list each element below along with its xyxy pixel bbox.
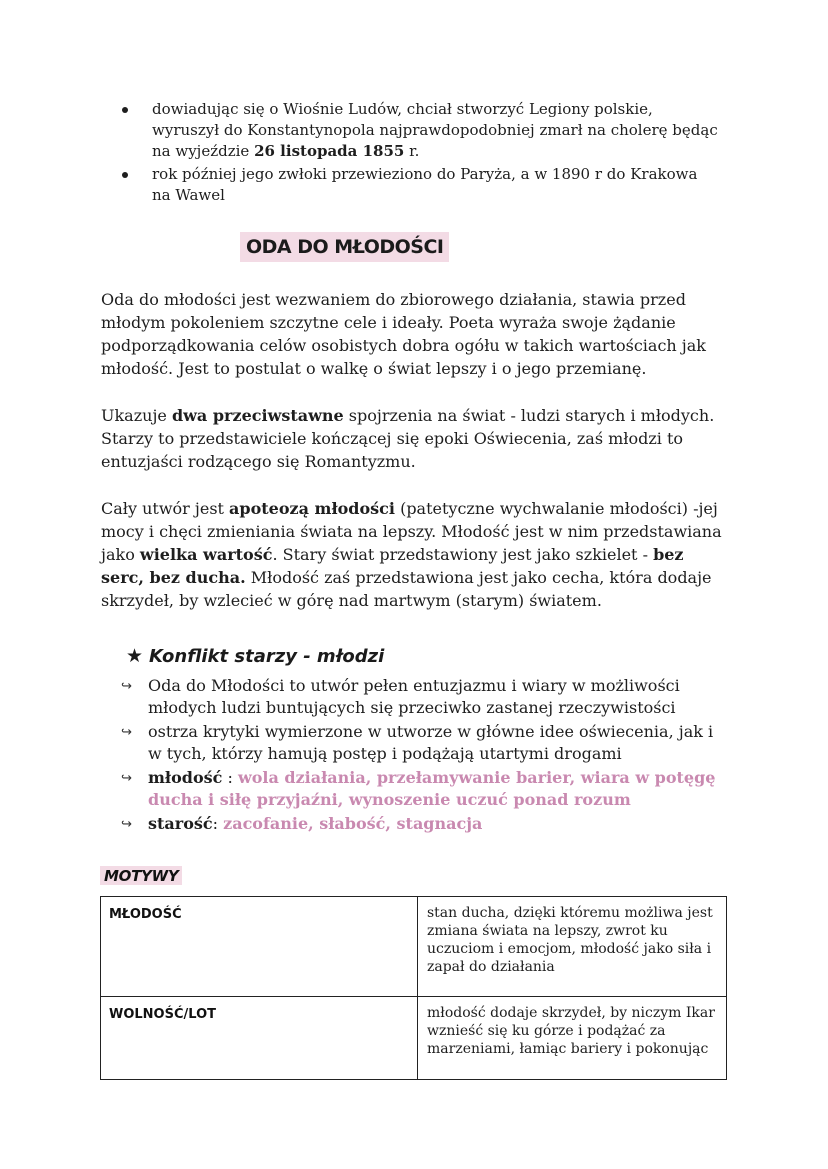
arrow-icon: ↪ bbox=[121, 679, 132, 694]
text: spojrzenia na świat - ludzi starych i młodych. Starzy to przedstawiciele kończącej się epoki Oświecenia, zaś młodzi to entuzjaści rodzącego się Romantyzmu. bbox=[101, 406, 715, 471]
title-highlight bbox=[240, 232, 449, 262]
biography-list bbox=[120, 99, 720, 208]
motywy-heading: MOTYWY bbox=[104, 867, 179, 885]
list-item bbox=[120, 164, 720, 206]
star-icon: ★ bbox=[126, 645, 144, 667]
bio-text: dowiadując się o Wiośnie Ludów, chciał stworzyć Legiony polskie, wyruszył do Konstantynopola najprawdopodobniej zmarł na cholerę będąc na wyjeździe bbox=[152, 100, 718, 160]
death-date: 26 listopada 1855 bbox=[254, 142, 405, 160]
motif-description: stan ducha, dzięki któremu możliwa jest zmiana świata na lepszy, zwrot ku uczuciom i emocjom, młodość jako siła i zapał do działania bbox=[418, 897, 727, 997]
motywy-table bbox=[100, 896, 727, 1080]
bold-text: apoteozą młodości bbox=[229, 499, 395, 518]
table-row bbox=[101, 997, 727, 1080]
starosc-traits: zacofanie, słabość, stagnacja bbox=[223, 814, 483, 833]
arrow-icon: ↪ bbox=[121, 817, 132, 832]
motywy-highlight bbox=[100, 866, 182, 885]
bullet-icon bbox=[122, 107, 128, 113]
konflikt-heading-text: Konflikt starzy - młodzi bbox=[149, 645, 385, 667]
text: Ukazuje bbox=[101, 406, 172, 425]
konflikt-list bbox=[121, 675, 731, 837]
separator: : bbox=[212, 814, 224, 833]
mlodosc-label: młodość bbox=[148, 768, 223, 787]
bullet-icon bbox=[122, 172, 128, 178]
motif-name: WOLNOŚĆ/LOT bbox=[101, 997, 418, 1080]
paragraph-apotheosis bbox=[101, 497, 731, 612]
mlodosc-traits: wola działania, przełamywanie barier, wiara w potęgę ducha i siłę przyjaźni, wynoszenie uczuć ponad rozum bbox=[148, 768, 716, 809]
konflikt-text: Oda do Młodości to utwór pełen entuzjazmu i wiary w możliwości młodych ludzi buntujących się przeciwko zastanej rzeczywistości bbox=[148, 676, 680, 717]
motif-description: młodość dodaje skrzydeł, by niczym Ikar wznieść się ku górze i podążać za marzeniami, łamiąc bariery i pokonując bbox=[418, 997, 727, 1080]
starosc-label: starość bbox=[148, 814, 213, 833]
text: . Stary świat przedstawiony jest jako szkielet - bbox=[272, 545, 654, 564]
bio-text: rok później jego zwłoki przewieziono do Paryża, a w 1890 r do Krakowa na Wawel bbox=[152, 165, 698, 204]
text: Cały utwór jest bbox=[101, 499, 230, 518]
list-item bbox=[121, 813, 731, 835]
bold-text: bez serc, bez ducha. bbox=[101, 545, 684, 587]
list-item bbox=[121, 675, 731, 719]
list-item bbox=[120, 99, 720, 162]
paragraph-intro: Oda do młodości jest wezwaniem do zbiorowego działania, stawia przed młodym pokoleniem szczytne cele i ideały. Poeta wyraża swoje żądanie podporządkowania celów osobistych dobra ogółu w takich wartościach jak młodość. Jest to postulat o walkę o świat lepszy i o jego przemianę. bbox=[101, 290, 706, 378]
arrow-icon: ↪ bbox=[121, 725, 132, 740]
table-row bbox=[101, 897, 727, 997]
separator: : bbox=[222, 768, 238, 787]
text: Młodość zaś przedstawiona jest jako cecha, która dodaje skrzydeł, by wzlecieć w górę nad martwym (starym) światem. bbox=[101, 568, 712, 610]
bio-text-suffix: r. bbox=[404, 142, 420, 160]
paragraph-views bbox=[101, 404, 731, 473]
bold-text: dwa przeciwstawne bbox=[171, 406, 344, 425]
bold-text: wielka wartość bbox=[139, 545, 273, 564]
motif-name: MŁODOŚĆ bbox=[101, 897, 418, 997]
arrow-icon: ↪ bbox=[121, 771, 132, 786]
page-title: ODA DO MŁODOŚCI bbox=[246, 236, 444, 258]
list-item bbox=[121, 721, 731, 765]
list-item bbox=[121, 767, 731, 811]
text: (patetyczne wychwalanie młodości) -jej mocy i chęci zmieniania świata na lepszy. Młodość jest w nim przedstawiana jako bbox=[101, 499, 722, 564]
konflikt-text: ostrza krytyki wymierzone w utworze w główne idee oświecenia, jak i w tych, którzy hamują postęp i podążają utartymi drogami bbox=[148, 722, 714, 763]
konflikt-heading bbox=[126, 645, 384, 667]
